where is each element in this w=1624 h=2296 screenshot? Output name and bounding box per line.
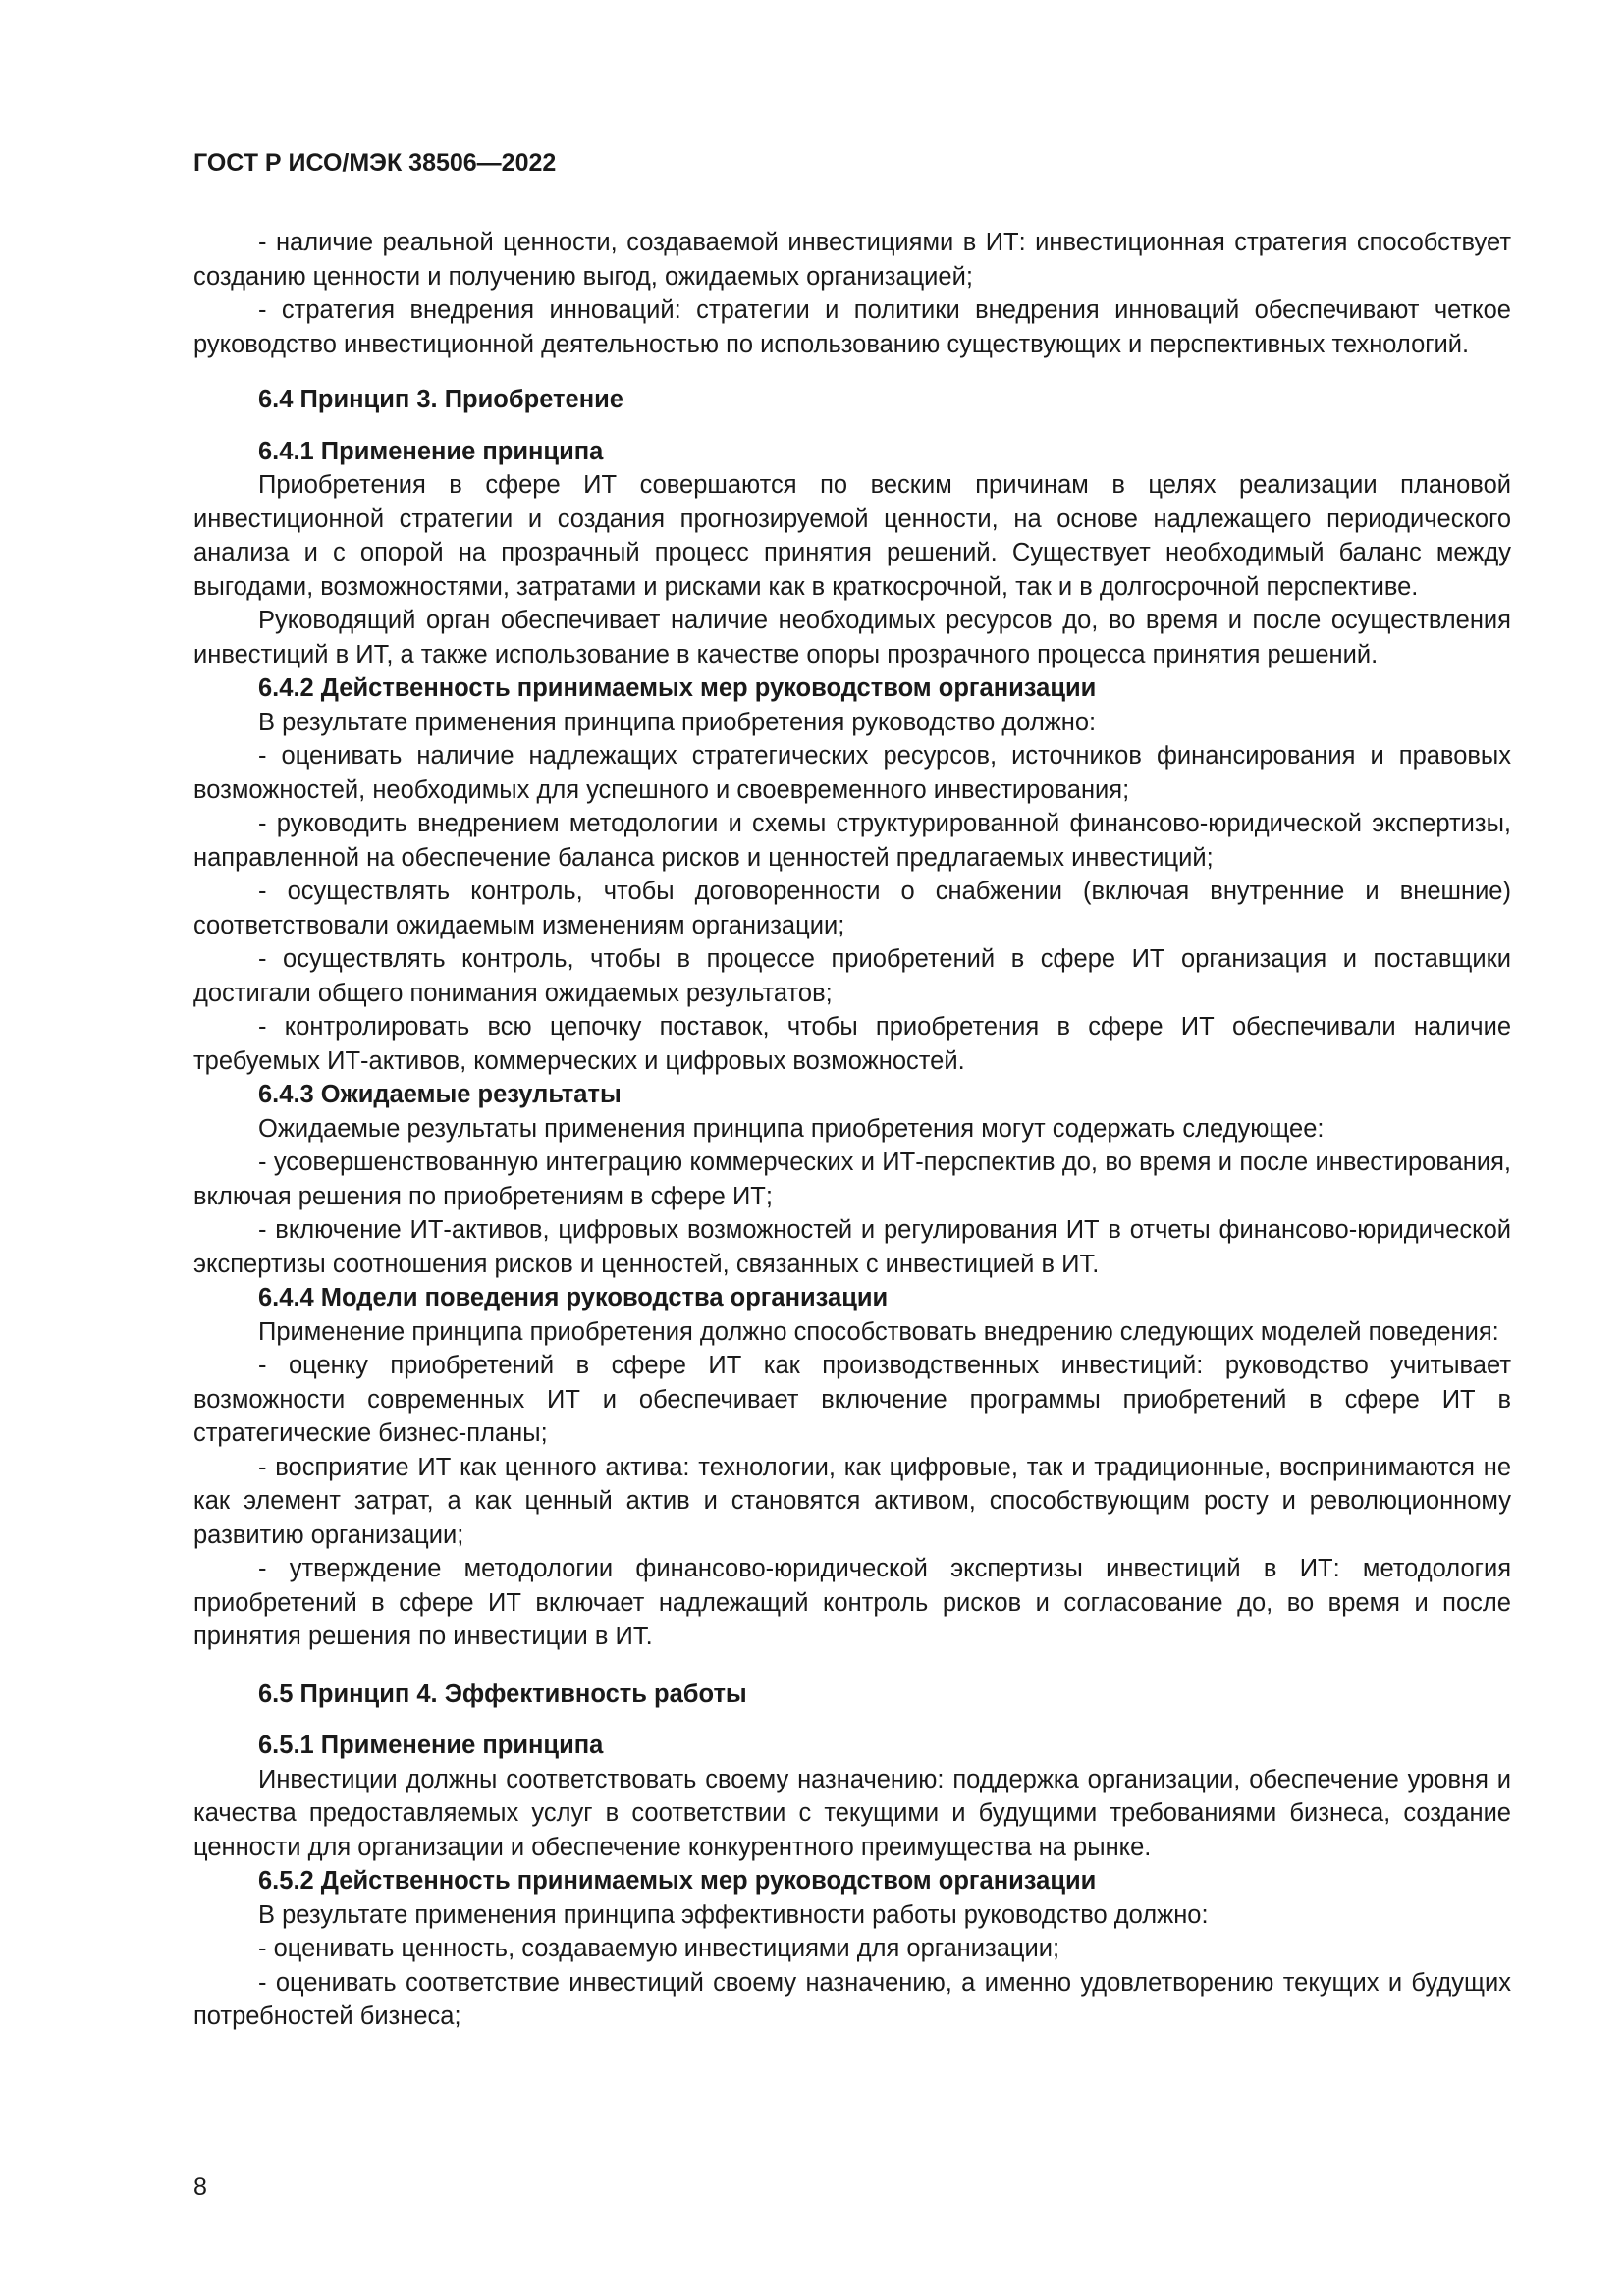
- paragraph: Ожидаемые результаты применения принципа приобретения могут содержать следующее:: [258, 1114, 1325, 1143]
- paragraph: Приобретения в сфере ИТ совершаются по веским причинам в целях реализации плановой инвестиционной стратегии и создания прогнозируемой ценности, на основе надлежащего периодического анализа и с опорой на прозрачный процесс принятия решений. Существует необходимый баланс между выгодами, возможностями, затратами и рисками как в краткосрочной, так и в долгосрочной перспективе.: [193, 471, 1511, 601]
- list-item: - оценивать соответствие инвестиций своему назначению, а именно удовлетворению текущих и будущих потребностей бизнеса;: [193, 1968, 1511, 2030]
- list-item: - оценивать наличие надлежащих стратегических ресурсов, источников финансирования и правовых возможностей, необходимых для успешного и своевременного инвестирования;: [193, 742, 1511, 804]
- list-item: - восприятие ИТ как ценного актива: технологии, как цифровые, так и традиционные, воспринимаются не как элемент затрат, а как ценный актив и становятся активом, способствующим росту и революционному развитию организации;: [193, 1453, 1511, 1549]
- paragraph: Инвестиции должны соответствовать своему назначению: поддержка организации, обеспечение уровня и качества предоставляемых услуг в соответствии с текущими и будущими требованиями бизнеса, создание ценности для организации и обеспечение конкурентного преимущества на рынке.: [193, 1765, 1511, 1861]
- list-item: - руководить внедрением методологии и схемы структурированной финансово-юридической экспертизы, направленной на обеспечение баланса рисков и ценностей предлагаемых инвестиций;: [193, 810, 1511, 872]
- document-body: [193, 226, 1511, 2034]
- list-item: - усовершенствованную интеграцию коммерческих и ИТ-перспектив до, во время и после инвестирования, включая решения по приобретениям в сфере ИТ;: [193, 1148, 1511, 1210]
- list-item: - оценку приобретений в сфере ИТ как производственных инвестиций: руководство учитывает возможности современных ИТ и обеспечивает включение программы приобретений в сфере ИТ в стратегические бизнес-планы;: [193, 1352, 1511, 1447]
- list-item: - осуществлять контроль, чтобы в процессе приобретений в сфере ИТ организация и поставщики достигали общего понимания ожидаемых результатов;: [193, 945, 1511, 1007]
- subsection-heading-6-4-3: 6.4.3 Ожидаемые результаты: [258, 1081, 622, 1108]
- list-item: - контролировать всю цепочку поставок, чтобы приобретения в сфере ИТ обеспечивали наличие требуемых ИТ-активов, коммерческих и цифровых возможностей.: [193, 1013, 1511, 1075]
- section-heading-6-5: 6.5 Принцип 4. Эффективность работы: [258, 1680, 747, 1708]
- page-number: 8: [193, 2173, 207, 2201]
- list-item: - осуществлять контроль, чтобы договоренности о снабжении (включая внутренние и внешние) соответствовали ожидаемым изменениям организации;: [193, 878, 1511, 939]
- subsection-heading-6-4-2: 6.4.2 Действенность принимаемых мер руководством организации: [258, 674, 1097, 702]
- paragraph: Применение принципа приобретения должно способствовать внедрению следующих моделей поведения:: [258, 1317, 1499, 1346]
- subsection-heading-6-5-2: 6.5.2 Действенность принимаемых мер руководством организации: [258, 1867, 1097, 1895]
- list-item: - включение ИТ-активов, цифровых возможностей и регулирования ИТ в отчеты финансово-юридической экспертизы соотношения рисков и ценностей, связанных с инвестицией в ИТ.: [193, 1216, 1511, 1278]
- subsection-heading-6-4-1: 6.4.1 Применение принципа: [258, 437, 604, 465]
- document-header: ГОСТ Р ИСО/МЭК 38506—2022: [193, 149, 557, 177]
- paragraph: Руководящий орган обеспечивает наличие необходимых ресурсов до, во время и после осуществления инвестиций в ИТ, а также использование в качестве опоры прозрачного процесса принятия решений.: [193, 607, 1511, 668]
- subsection-heading-6-5-1: 6.5.1 Применение принципа: [258, 1732, 604, 1759]
- section-heading-6-4: 6.4 Принцип 3. Приобретение: [258, 386, 623, 413]
- paragraph: - наличие реальной ценности, создаваемой инвестициями в ИТ: инвестиционная стратегия способствует созданию ценности и получению выгод, ожидаемых организацией;: [193, 229, 1511, 291]
- list-item: - оценивать ценность, создаваемую инвестициями для организации;: [258, 1935, 1060, 1962]
- paragraph: - стратегия внедрения инноваций: стратегии и политики внедрения инноваций обеспечивают четкое руководство инвестиционной деятельностью по использованию существующих и перспективных технологий.: [193, 296, 1511, 358]
- paragraph: В результате применения принципа эффективности работы руководство должно:: [258, 1900, 1209, 1929]
- list-item: - утверждение методологии финансово-юридической экспертизы инвестиций в ИТ: методология приобретений в сфере ИТ включает надлежащий контроль рисков и согласование до, во время и после принятия решения по инвестиции в ИТ.: [193, 1555, 1511, 1650]
- document-page: [193, 147, 1511, 2034]
- paragraph: В результате применения принципа приобретения руководство должно:: [258, 708, 1097, 736]
- subsection-heading-6-4-4: 6.4.4 Модели поведения руководства организации: [258, 1284, 889, 1311]
